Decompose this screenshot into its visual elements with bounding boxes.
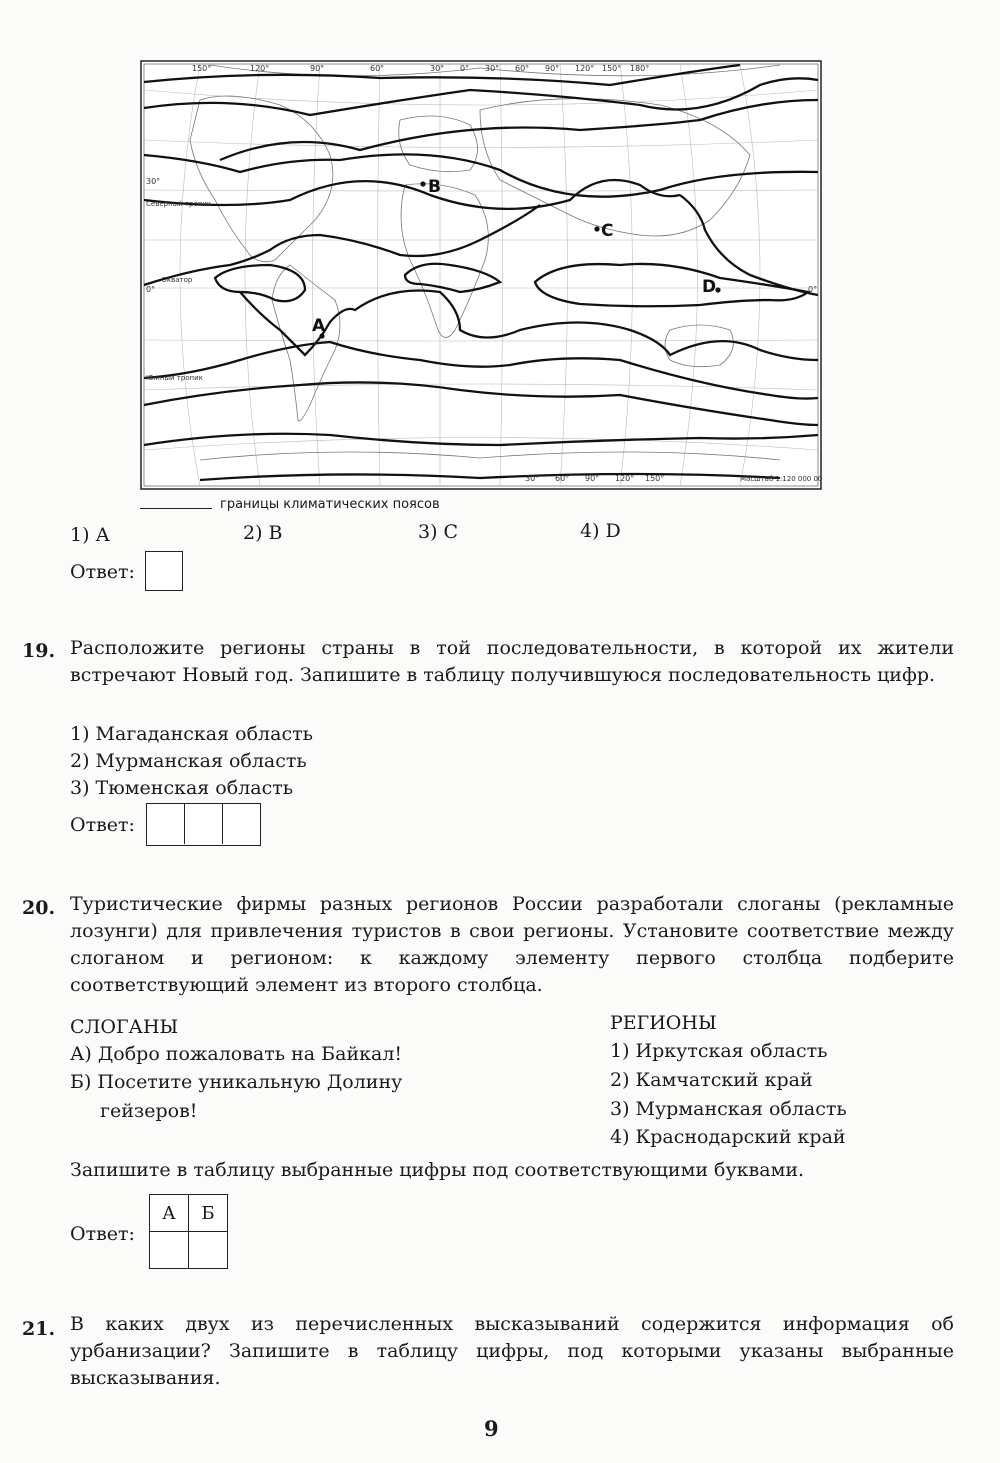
lat-label: 0° [146,285,156,294]
slogan-item-continued: гейзеров! [100,1100,198,1122]
q19-item: 1) Магаданская область [70,723,313,745]
q20-col-b-header: Б [189,1195,228,1232]
bottom-tick: 30° [525,474,540,483]
legend-label: границы климатических поясов [220,497,440,512]
bottom-tick: 150° [645,474,665,483]
bottom-tick: 60° [555,474,570,483]
top-tick: 120° [250,64,270,73]
q19-answer-grid [146,803,261,846]
point-b-label: B [428,177,441,197]
slogan-item: Б) Посетите уникальную Долину [70,1071,403,1093]
q21-text: В каких двух из перечисленных высказываний содержится информация об урбанизации? Запишите в таблицу цифры, под которыми указаны выбранные высказывания. [70,1313,954,1389]
map-scale: Масштаб 1:120 000 000 [740,475,822,483]
q20-answer-table [149,1194,228,1269]
q18-answer-label: Ответ: [70,561,135,583]
q19-item: 2) Мурманская область [70,750,307,772]
point-b-marker [420,181,425,186]
region-item: 3) Мурманская область [610,1098,847,1120]
point-d-marker [715,287,720,292]
q20-answer-cell-b[interactable] [189,1232,228,1269]
top-tick: 30° [485,64,500,73]
top-tick: 90° [545,64,560,73]
slogan-item: А) Добро пожаловать на Байкал! [70,1043,403,1065]
q18-option: 1) А [70,524,110,546]
q20-col-a-header: А [150,1195,189,1232]
q20-instruction: Запишите в таблицу выбранные цифры под соответствующими буквами. [70,1159,805,1181]
climate-zones-map [140,60,822,490]
point-c-label: C [601,221,614,241]
point-d-label: D [702,277,717,297]
region-item: 1) Иркутская область [610,1040,828,1062]
bottom-tick: 120° [615,474,635,483]
q20-answer-label: Ответ: [70,1223,135,1245]
top-tick: 180° [630,64,650,73]
q18-option: 4) D [580,520,621,542]
top-tick: 150° [602,64,622,73]
q19-text: Расположите регионы страны в той последовательности, в которой их жители встречают Новый год. Запишите в таблицу получившуюся последовательность цифр. [70,637,954,686]
equator-label: Экватор [162,276,193,284]
map-svg [140,60,822,490]
q20-answer-cell-a[interactable] [150,1232,189,1269]
lat-label: 0° [808,285,818,294]
legend-line [140,508,212,509]
point-a-label: A [312,316,326,336]
top-tick: 30° [430,64,445,73]
q19-number: 19. [22,640,56,662]
q19-answer-label: Ответ: [70,814,135,836]
q19-answer-cell[interactable] [147,844,185,884]
q20-number: 20. [22,897,56,919]
q18-option: 3) С [418,521,459,543]
tropic-south-label: Южный тропик [146,374,203,382]
q19-answer-cell[interactable] [185,804,223,844]
q20-text: Туристические фирмы разных регионов России разработали слоганы (рекламные лозунги) для привлечения туристов в свои регионы. Установите соответствие между слоганом и регионом: к каждому элементу первого столбца подберите соответствующий элемент из второго столбца. [70,893,954,996]
bottom-tick: 90° [585,474,600,483]
lat-label: 30° [146,177,161,186]
regions-header: РЕГИОНЫ [610,1012,717,1034]
region-item: 2) Камчатский край [610,1069,813,1091]
q21-number: 21. [22,1318,56,1340]
top-tick: 120° [575,64,595,73]
top-tick: 60° [515,64,530,73]
top-tick: 90° [310,64,325,73]
q18-option: 2) В [243,522,283,544]
point-c-marker [594,226,599,231]
slogans-header: СЛОГАНЫ [70,1016,179,1038]
q19-answer-cell[interactable] [147,804,185,844]
tropic-north-label: Северный тропик [146,200,212,208]
q19-item: 3) Тюменская область [70,777,294,799]
top-tick: 60° [370,64,385,73]
top-tick: 150° [192,64,212,73]
region-item: 4) Краснодарский край [610,1126,846,1148]
q18-answer-box[interactable] [145,551,183,591]
top-tick: 0° [460,64,470,73]
page-number: 9 [484,1416,499,1441]
